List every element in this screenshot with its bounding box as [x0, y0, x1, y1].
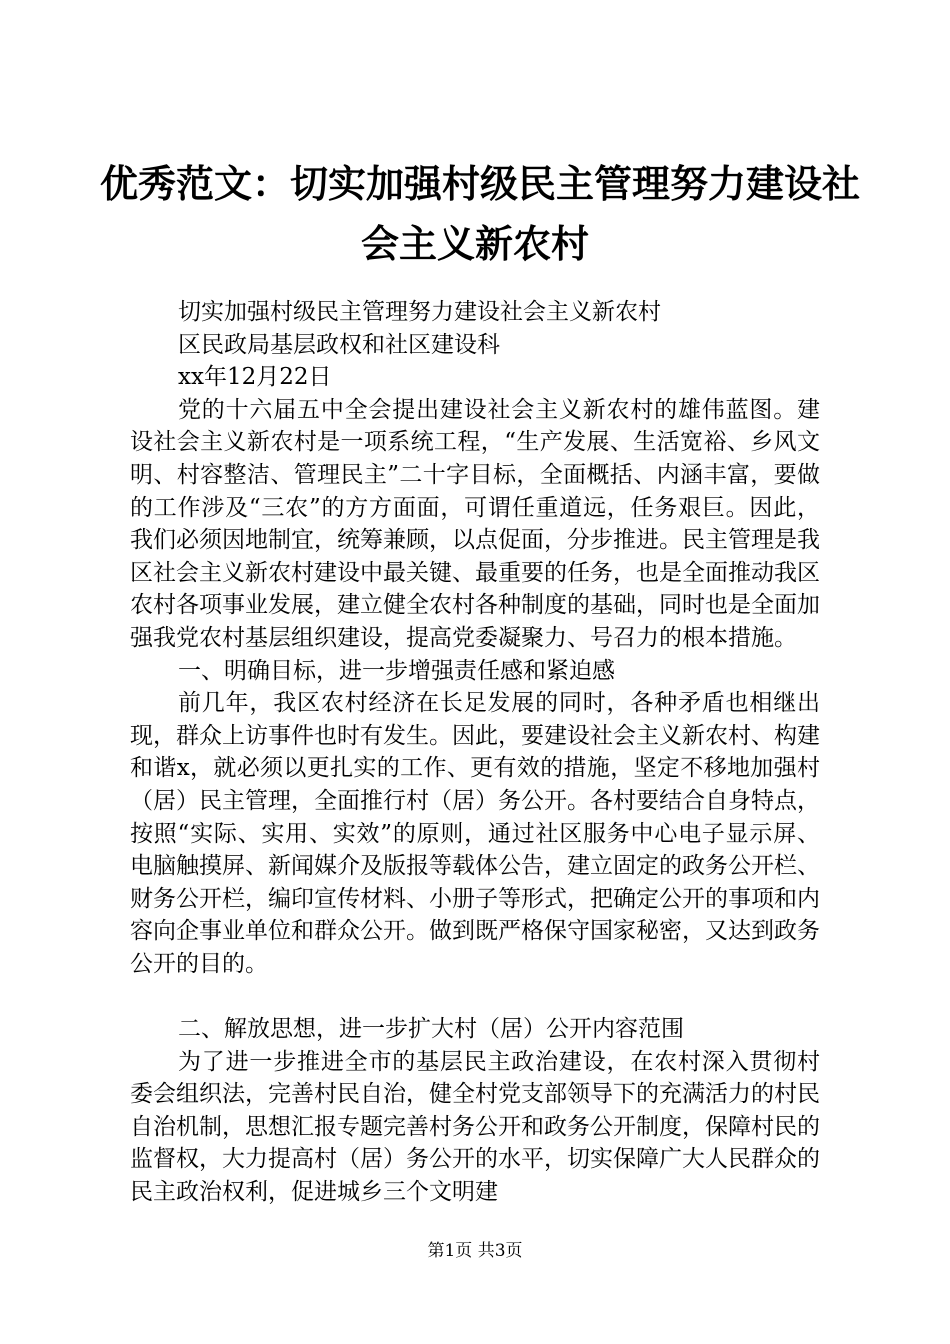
document-date: xx年12月22日 — [178, 364, 332, 391]
document-body — [130, 296, 820, 1209]
document-subtitle: 切实加强村级民主管理努力建设社会主义新农村 — [178, 299, 661, 325]
document-title-line-1: 优秀范文：切实加强村级民主管理努力建设社 — [100, 161, 861, 206]
department-name: 区民政局基层政权和社区建设科 — [178, 331, 500, 358]
section-heading-2: 二、解放思想，进一步扩大村（居）公开内容范围 — [178, 1016, 684, 1043]
section-2-paragraph: 为了进一步推进全市的基层民主政治建设，在农村深入贯彻村委会组织法，完善村民自治，健全村党支部领导下的充满活力的村民自治机制，思想汇报专题完善村务公开和政务公开制度，保障村民的监督权，大力提高村（居）务公开的水平，切实保障广大人民群众的民主政治权利，促进城乡三个文明建 — [130, 1048, 820, 1206]
section-1-paragraph: 前几年，我区农村经济在长足发展的同时，各种矛盾也相继出现，群众上访事件也时有发生。因此，要建设社会主义新农村、构建和谐x，就必须以更扎实的工作、更有效的措施，坚定不移地加强村（居）民主管理，全面推行村（居）务公开。各村要结合自身特点，按照“实际、实用、实效”的原则，通过社区服务中心电子显示屏、电脑触摸屏、新闻媒介及版报等载体公告，建立固定的政务公开栏、财务公开栏，编印宣传材料、小册子等形式，把确定公开的事项和内容向企事业单位和群众公开。做到既严格保守国家秘密，又达到政务公开的目的。 — [130, 690, 820, 977]
section-heading-1: 一、明确目标，进一步增强责任感和紧迫感 — [178, 657, 615, 684]
intro-paragraph: 党的十六届五中全会提出建设社会主义新农村的雄伟蓝图。建设社会主义新农村是一项系统工程，“生产发展、生活宽裕、乡风文明、村容整洁、管理民主”二十字目标，全面概括、内涵丰富，要做的工作涉及“三农”的方方面面，可谓任重道远，任务艰巨。因此，我们必须因地制宜，统筹兼顾，以点促面，分步推进。民主管理是我区社会主义新农村建设中最关键、最重要的任务，也是全面推动我区农村各项事业发展，建立健全农村各种制度的基础，同时也是全面加强我党农村基层组织建设，提高党委凝聚力、号召力的根本措施。 — [130, 396, 820, 651]
document-title-line-2: 会主义新农村 — [360, 221, 589, 266]
page-footer: 第1页 共3页 — [427, 1241, 523, 1261]
paragraph-spacer — [130, 980, 820, 1013]
